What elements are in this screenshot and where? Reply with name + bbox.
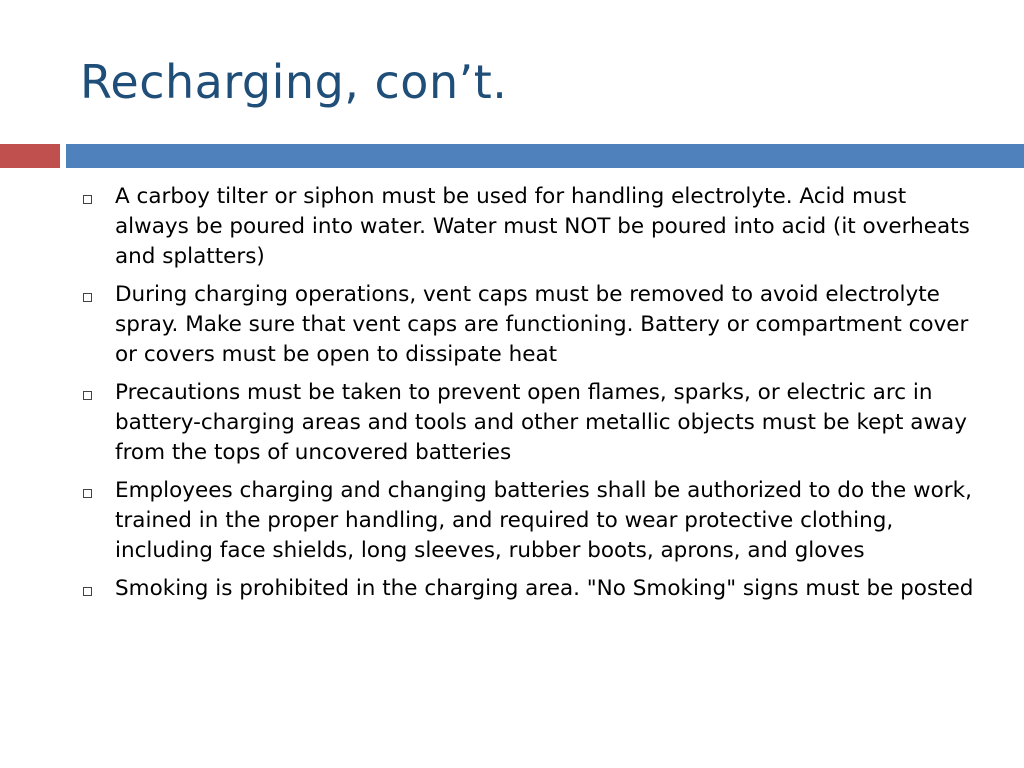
bullet-list bbox=[80, 182, 980, 612]
bullet-text: Precautions must be taken to prevent open flames, sparks, or electric arc in battery-charging areas and tools and other metallic objects must be kept away from the tops of uncovered batteries bbox=[115, 380, 967, 465]
hollow-square-bullet-icon bbox=[83, 489, 92, 498]
title-accent-bar-blue bbox=[66, 144, 1024, 168]
bullet-item bbox=[80, 476, 980, 566]
bullet-item bbox=[80, 280, 980, 370]
bullet-item bbox=[80, 378, 980, 468]
bullet-text: Employees charging and changing batteries shall be authorized to do the work, trained in the proper handling, and required to wear protective clothing, including face shields, long sleeves, rubber boots, aprons, and gloves bbox=[115, 478, 972, 563]
slide-title: Recharging, con’t. bbox=[80, 55, 508, 109]
bullet-text: During charging operations, vent caps must be removed to avoid electrolyte spray. Make sure that vent caps are functioning. Battery or compartment cover or covers must be open to dissipate heat bbox=[115, 282, 969, 367]
hollow-square-bullet-icon bbox=[83, 293, 92, 302]
bullet-text: A carboy tilter or siphon must be used for handling electrolyte. Acid must always be poured into water. Water must NOT be poured into acid (it overheats and splatters) bbox=[115, 184, 970, 269]
hollow-square-bullet-icon bbox=[83, 195, 92, 204]
bullet-item bbox=[80, 574, 980, 604]
hollow-square-bullet-icon bbox=[83, 391, 92, 400]
bullet-text: Smoking is prohibited in the charging area. "No Smoking" signs must be posted bbox=[115, 576, 974, 601]
bullet-item bbox=[80, 182, 980, 272]
hollow-square-bullet-icon bbox=[83, 587, 92, 596]
title-accent-bar-red bbox=[0, 144, 60, 168]
